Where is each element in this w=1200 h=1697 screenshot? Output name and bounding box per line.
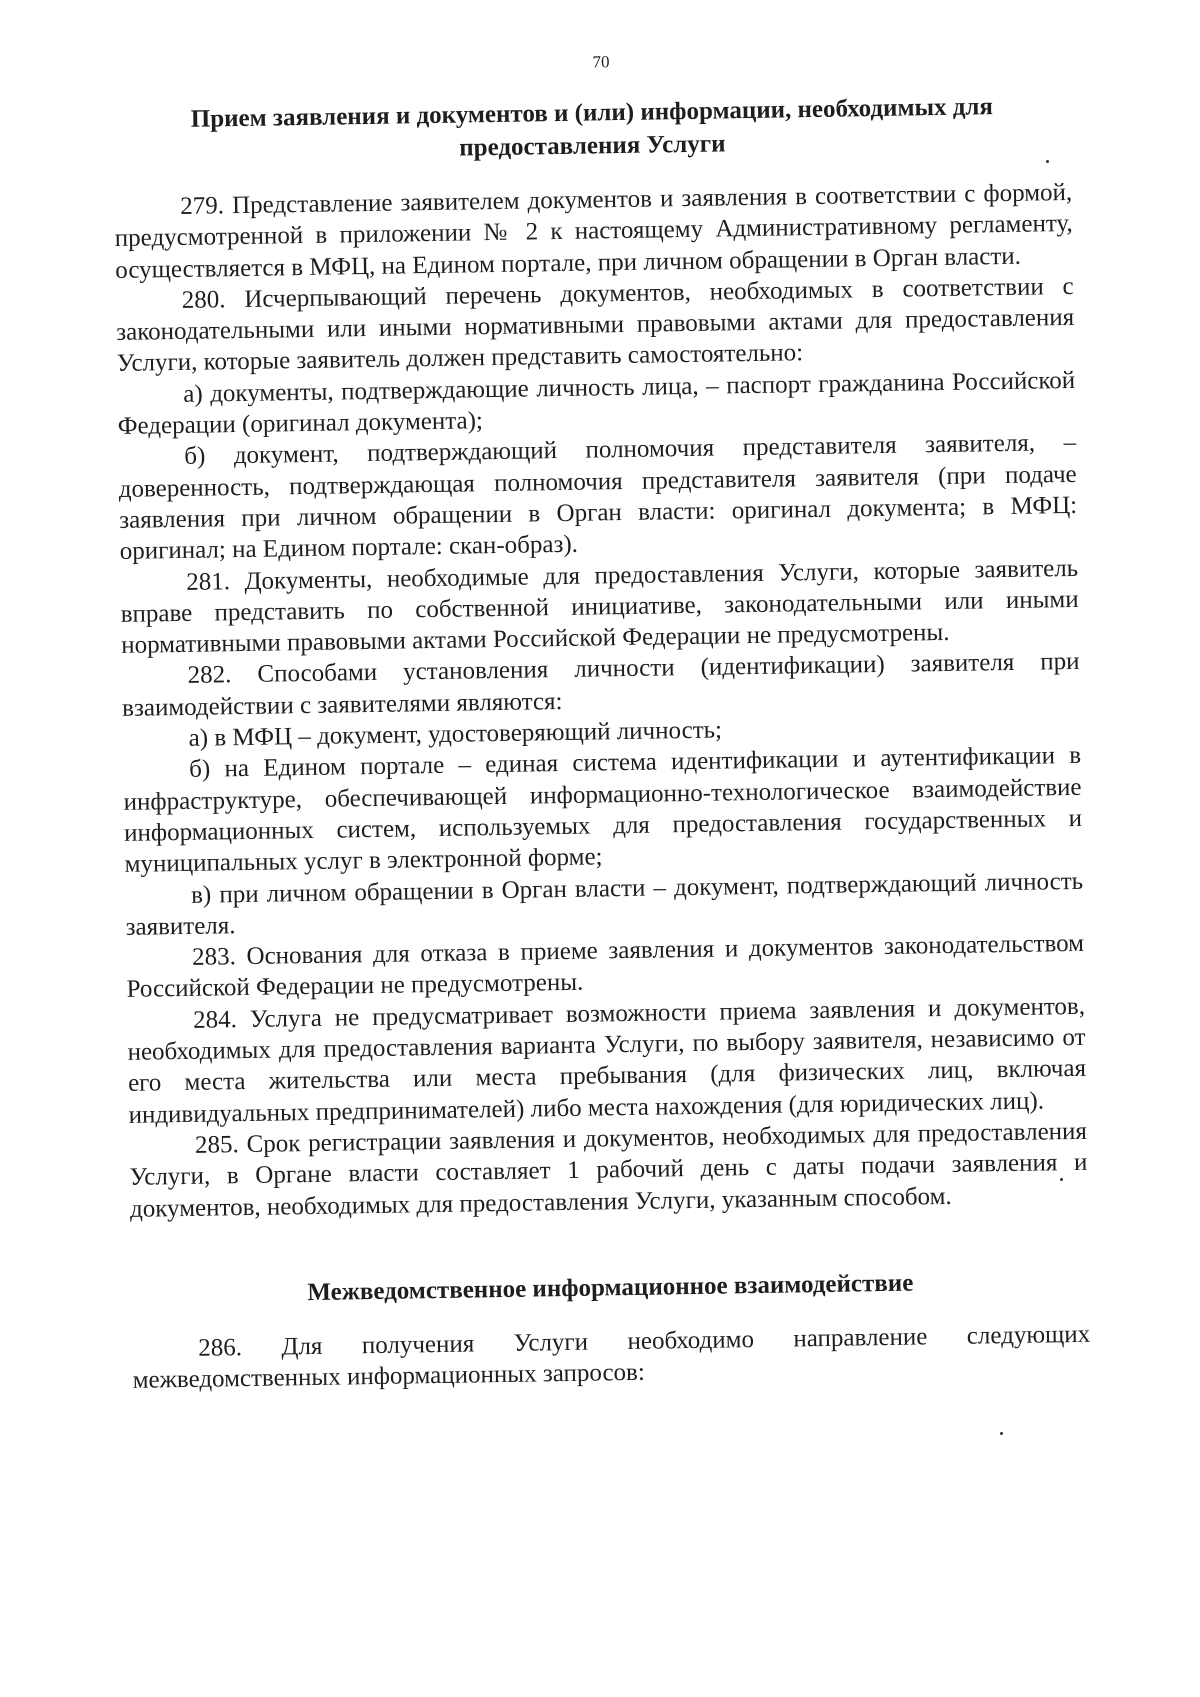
page-content (112, 45, 1091, 1396)
paragraph-279: 279. Представление заявителем документов и заявления в соответствии с формой, предусмотренной в приложении № 2 к настоящему Административному регламенту, осуществляется в МФЦ, на Едином портале, при личном обращении в Орган власти. (114, 178, 1073, 284)
paragraph-286: 286. Для получения Услуги необходимо направление следующих межведомственных информационных запросов: (132, 1320, 1091, 1394)
paragraph-282-v: в) при личном обращении в Орган власти – документ, подтверждающий личность заявителя. (125, 867, 1084, 941)
paragraph-283: 283. Основания для отказа в приеме заявления и документов законодательством Российской Федерации не предусмотрены. (126, 929, 1085, 1004)
paragraph-280: 280. Исчерпывающий перечень документов, необходимых в соответствии с законодательными или иными нормативными правовыми актами для предоставления Услуги, которые заявитель должен представить самостоятельно: (116, 272, 1075, 378)
heading-line-2: предоставления Услуги (459, 130, 726, 162)
page-number: 70 (592, 52, 610, 72)
paragraph-280-b: б) документ, подтверждающий полномочия представителя заявителя, – доверенность, подтверждающая полномочия представителя заявителя (при подаче заявления при личном обращении в Орган власти: оригинал документа; в МФЦ: оригинал; на Едином портале: скан-образ). (118, 429, 1078, 566)
paragraph-282-a: а) в МФЦ – документ, удостоверяющий личность; (188, 716, 723, 752)
paragraph-284: 284. Услуга не предусматривает возможности приема заявления и документов, необходимых для предоставления варианта Услуги, по выбору заявителя, независимо от его места жительства или места пребывания (для физических лиц, включая индивидуальных предпринимателей) либо места нахождения (для юридических лиц). (127, 992, 1087, 1129)
paragraph-281: 281. Документы, необходимые для предоставления Услуги, которые заявитель вправе представить по собственной инициативе, законодательными или иными нормативными правовыми актами Российской Федерации не предусмотрены. (120, 554, 1079, 660)
section-heading-interagency: Межведомственное информационное взаимодействие (307, 1269, 914, 1306)
heading-line-1: Прием заявления и документов и (или) информации, необходимых для (190, 93, 994, 133)
section-heading-reception (113, 89, 1072, 170)
paragraph-280-a: а) документы, подтверждающие личность лица, – паспорт гражданина Российской Федерации (оригинал документа); (117, 366, 1076, 441)
paragraph-285: 285. Срок регистрации заявления и документов, необходимых для предоставления Услуги, в Органе власти составляет 1 рабочий день с даты подачи заявления и документов, необходимых для предоставления Услуги, указанным способом. (129, 1117, 1088, 1223)
paragraph-282: 282. Способами установления личности (идентификации) заявителя при взаимодействии с заявителями являются: (121, 648, 1080, 722)
scan-speck (1000, 1432, 1003, 1435)
paragraph-282-b: б) на Едином портале – единая система идентификации и аутентификации в инфраструктуре, обеспечивающей информационно-технологическое взаимодействие информационных систем, используемых для предоставления государственных и муниципальных услуг в электронной форме; (123, 742, 1083, 879)
